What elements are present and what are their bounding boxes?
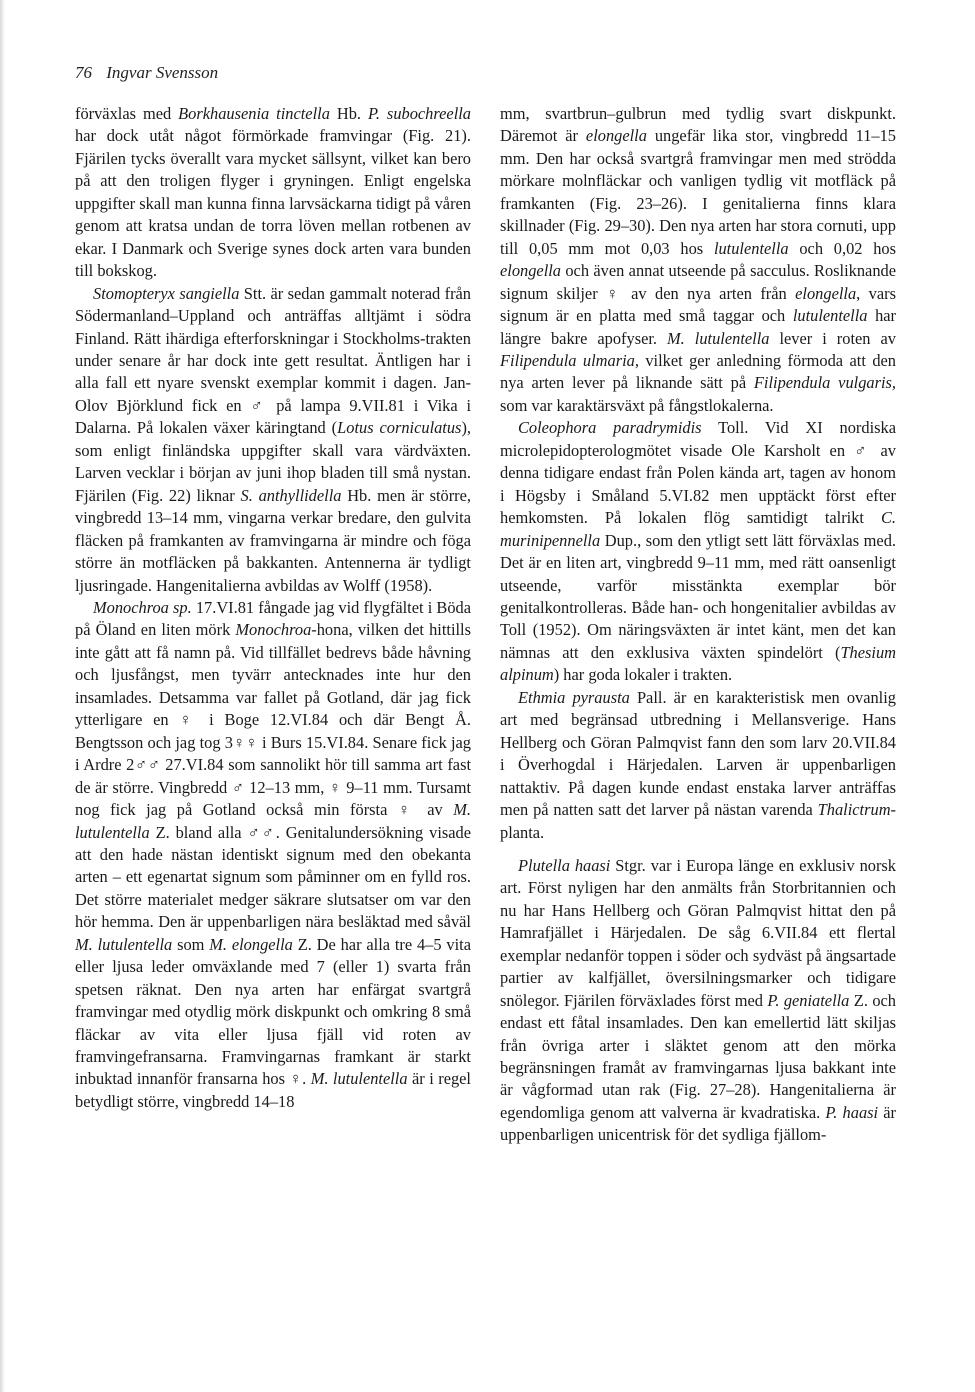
italic-taxon: Monochroa sp. [93,597,192,617]
paragraph [500,855,896,1147]
text-run: vilket ger anledning förmoda att den nya arten lever på liknande sätt på [500,350,896,393]
italic-taxon: elongella [795,283,857,303]
paragraph [75,597,471,1113]
paragraph [75,283,471,597]
italic-taxon: M. lutulentella [310,1069,408,1089]
text-run: ungefär lika stor, vingbredd 11–15 mm. Den har också svartgrå framvingar men med strödda mörkare molnfläckar och vanligen tydlig vit motfläck på framkanten (Fig. 23–26). I genitalierna finns klara skillnader (Fig. 29–30). Den nya arten har stora cornuti, upp till 0,05 mm mot 0,03 hos [500,126,896,258]
scan-edge [0,0,5,1392]
text-run: Toll. Vid XI nordiska microlepidopterologmötet visade Ole Karsholt en ♂ av denna tidigare endast från Polen kända art, tagen av honom i Högsby i Småland 5.VI.82 men upptäckt först efter hemkomsten. På lokalen flög samtidigt talrikt [500,418,896,528]
italic-taxon: Ethmia pyrausta [518,687,630,707]
right-column [500,103,896,1147]
italic-taxon: P. subochreella [367,104,471,123]
text-run: Z. De har alla tre 4–5 vita eller ljusa leder omväxlande med 7 (eller 1) svarta från spetsen räknat. Den nya arten har enfärgat svartgrå framvingar med otydlig mörk diskpunkt och omkring 8 små fläckar av vita eller ljusa fjäll vid roten av framvingefransarna. Framvingarnas framkant är starkt inbuktad innanför fransarna hos ♀. [75,934,471,1089]
italic-taxon: S. anthyllidella [240,485,342,505]
italic-taxon: M. lutulentella [667,328,770,348]
italic-taxon: P. haasi [825,1102,879,1122]
italic-taxon: P. geniatella [767,990,850,1010]
italic-taxon: M. elongella [209,934,293,954]
text-run: och 0,02 hos [788,238,896,258]
text-run: är uppenbarligen unicentrisk för det sydliga fjällom- [500,1102,896,1145]
italic-taxon: lutulentella [792,306,868,326]
italic-taxon: elongella [500,261,561,281]
text-run: har längre bakre apofyser. [500,306,897,348]
text-run: ), som enligt finländska uppgifter skall vara värdväxten. Larven vecklar i början av juni ihop bladen till små nystan. Fjärilen (Fig. 22) liknar [75,418,472,505]
text-run: 17.VI.81 fångade jag vid flygfältet i Böda på Öland en liten mörk [75,597,471,640]
text-run: Stgr. var i Europa länge en exklusiv norsk art. Först nyligen har den anmälts från Storbritannien och nu har Hans Hellberg och Göran Palmqvist hittat den på Hamrafjället i Härjedalen. De såg 6.VII.84 ett flertal exemplar nedanför toppen i söder och sydväst på ängsartade partier av kalfjället, översilningsmarker och tidigare snölegor. Fjärilen förväxlades först med [500,855,896,1010]
text-run: har dock utåt något förmörkade framvingar (Fig. 21). Fjärilen tycks överallt vara mycket sällsynt, vilket kan bero på att den troligen flyger i gryningen. Enligt engelska uppgifter skall man kunna finna larvsäckarna tidigt på våren genom att kratsa undan de torra löven mellan rotbenen av ekar. I Danmark och Sverige synes dock arten vara bunden till bokskog. [75,126,471,281]
text-run: Dup., som den ytligt sett lätt förväxlas med. Det är en liten art, vingbredd 9–11 mm, med rätt oansenligt utseende, varför misstänkta exemplar bör genitalkontrolleras. Både han- och hongenitalier avbildas av Toll (1952). Om näringsväxten är intet känt, men det kan nämnas att den exklusiva växten spindelört ( [500,530,896,662]
italic-taxon: M. lutulentella [75,934,173,954]
text-run: lever i roten av [769,328,896,348]
italic-taxon: Thalictrum [817,800,891,820]
italic-taxon: M. lutulentella [75,800,471,842]
italic-taxon: Monochroa [235,620,312,640]
text-run: Hb. men är större, vingbredd 13–14 mm, vingarna verkar bredare, den gulvita fläcken på framkanten av framvingarna är mindre och föga större än motfläcken på bakkanten. Antennerna är tydligt ljusringade. Hangenitalierna avbildas av Wolff (1958). [75,485,472,595]
text-run: mm, svartbrun–gulbrun med tydlig svart diskpunkt. Däremot är [500,104,896,146]
italic-taxon: lutulentella [713,238,789,258]
italic-taxon: Borkhausenia tinctella [178,104,330,123]
text-run: som [172,934,210,954]
paragraph [75,103,471,283]
text-run: förväxlas med [75,104,179,123]
text-run: Pall. är en karakteristisk men ovanlig art med begränsad utbredning i Mellansverige. Hans Hellberg och Göran Palmqvist fann den som larv 20.VII.84 i Överhogdal i Härjedalen. Larven är uppenbarligen nattaktiv. På dagen kunde endast enstaka larver anträffas men på natten satt det larver på nästan varenda [500,687,896,820]
italic-taxon: C. murinipennella [500,508,896,550]
italic-taxon: Coleophora paradrymidis [518,418,702,438]
text-run: Stt. är sedan gammalt noterad från Södermanland–Uppland och anträffas alltjämt i södra Finland. Rätt ihärdiga efterforskningar i Stockholms-trakten under senare år har dock inte gett resultat. Äntligen har i alla fall ett nyare svenskt exemplar kommit i dagen. Jan-Olov Björklund fick en ♂ på lampa 9.VII.81 i Vika i Dalarna. På lokalen växer käringtand ( [75,283,471,438]
italic-taxon: Filipendula vulgaris, [753,373,896,393]
italic-taxon: Thesium alpinum [500,642,896,685]
text-run: -hona, vilken det hittills inte gått att få namn på. Vid tillfället bedrevs både håvning och ljusfångst, men tyvärr antecknades inte hur den insamlades. Detsamma var fallet på Gotland, där jag fick ytterligare en ♀ i Boge 12.VI.84 och där Bengt Å. Bengtsson och jag tog 3♀♀ i Burs 15.VI.84. Senare fick jag i Ardre 2♂♂ 27.VI.84 som sannolikt hör till samma art fast de är större. Vingbredd ♂ 12–13 mm, ♀ 9–11 mm. Tursamt nog fick jag på Gotland också min första ♀ av [75,620,471,820]
running-header [75,63,218,83]
paragraph [500,103,896,417]
running-head-author: Ingvar Svensson [106,63,219,82]
text-run: , vars signum är en platta med små taggar och [500,283,896,326]
text-run: Hb. [329,104,368,123]
text-run: och även annat utseende på sacculus. Rosliknande signum skiljer ♀ av den nya arten från [500,261,896,303]
left-column [75,103,471,1113]
paragraph [500,417,896,686]
italic-taxon: Lotus corniculatus [337,418,462,438]
italic-taxon: Stomopteryx sangiella [93,283,240,303]
italic-taxon: Filipendula ulmaria, [500,350,639,370]
text-run: Z. bland alla ♂♂. Genitalundersökning visade att den hade nästan identiskt signum med den obekanta arten – ett egenartat signum som påminner om en fylld ros. Det större materialet medger säkrare slutsatser om var den hör hemma. Den är uppenbarligen nära besläktad med såväl [75,822,471,932]
text-run: -planta. [500,800,896,842]
text-run: ) har goda lokaler i trakten. [553,665,733,685]
italic-taxon: elongella [585,126,647,146]
text-run: Z. och endast ett fåtal insamlades. Den kan emellertid lätt skiljas från övriga arter i släktet genom att den mörka begränsningen framåt av framvingarnas ljusa bakkant inte är vågformad utan rak (Fig. 27–28). Hangenitalierna är egendomliga genom att valverna är kvadratiska. [500,990,896,1122]
text-run: som var karaktärsväxt på fångstlokalerna. [500,395,774,415]
paragraph [500,687,896,844]
page-number: 76 [75,63,92,82]
text-run: är i regel betydligt större, vingbredd 14–18 [75,1069,471,1111]
italic-taxon: Plutella haasi [518,855,611,875]
